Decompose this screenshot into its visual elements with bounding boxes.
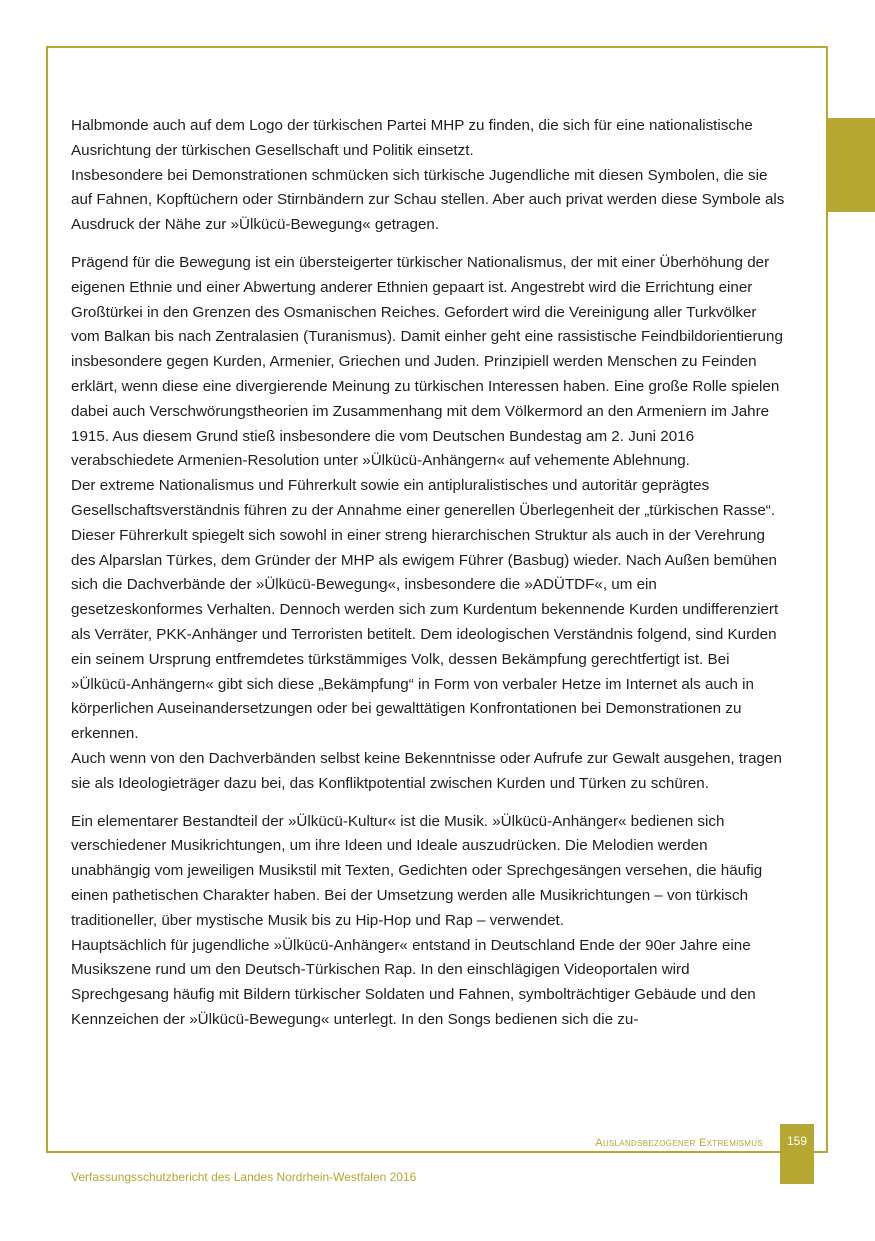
publication-title: Verfassungsschutzbericht des Landes Nordrhein-Westfalen 2016 — [71, 1170, 417, 1184]
page-number: 159 — [786, 1134, 808, 1148]
paragraph-5: Auch wenn von den Dachverbänden selbst keine Bekenntnisse oder Aufrufe zur Gewalt ausgehen, tragen sie als Ideologieträger dazu bei, das Konfliktpotential zwischen Kurden und Türken zu schüren. — [71, 749, 782, 792]
paragraph-3: Prägend für die Bewegung ist ein übersteigerter türkischer Nationalismus, der mit einer Überhöhung der eigenen Ethnie und einer Abwertung anderer Ethnien gepaart ist. Angestrebt wird die Errichtung einer Großtürkei in den Grenzen des Osmanischen Reiches. Gefordert wird die Vereinigung aller Turkvölker vom Balkan bis nach Zentralasien (Turanismus). Damit einher geht eine rassistische Feindbildorientierung insbesondere gegen Kurden, Armenier, Griechen und Juden. Prinzipiell werden Menschen zu Feinden erklärt, wenn diese eine divergierende Meinung zu türkischen Interessen haben. Eine große Rolle spielen dabei auch Verschwörungstheorien im Zusammenhang mit dem Völkermord an den Armeniern im Jahre 1915. Aus diesem Grund stieß insbesondere die vom Deutschen Bundestag am 2. Juni 2016 verabschiedete Armenien-Resolution unter »Ülkücü-Anhängern« auf vehemente Ablehnung. — [71, 253, 783, 470]
paragraph-7: Hauptsächlich für jugendliche »Ülkücü-Anhänger« entstand in Deutschland Ende der 90er Jahre eine Musikszene rund um den Deutsch-Türkischen Rap. In den einschlägigen Videoportalen wird Sprechgesang häufig mit Bildern türkischer Soldaten und Fahnen, symbolträchtiger Gebäude und den Kennzeichen der »Ülkücü-Bewegung« unterlegt. In den Songs bedienen sich die zu- — [71, 936, 756, 1028]
section-label: Auslandsbezogener Extremismus — [595, 1137, 763, 1149]
body-text — [71, 114, 787, 1033]
page-number-box — [780, 1124, 814, 1184]
paragraph-2: Insbesondere bei Demonstrationen schmücken sich türkische Jugendliche mit diesen Symbolen, die sie auf Fahnen, Kopftüchern oder Stirnbändern zur Schau stellen. Aber auch privat werden diese Symbole als Ausdruck der Nähe zur »Ülkücü-Bewegung« getragen. — [71, 166, 785, 234]
chapter-tab-marker — [828, 118, 875, 212]
paragraph-1: Halbmonde auch auf dem Logo der türkischen Partei MHP zu finden, die sich für eine nationalistische Ausrichtung der türkischen Gesellschaft und Politik einsetzt. — [71, 117, 753, 159]
paragraph-6: Ein elementarer Bestandteil der »Ülkücü-Kultur« ist die Musik. »Ülkücü-Anhänger« bedienen sich verschiedener Musikrichtungen, um ihre Ideen und Ideale auszudrücken. Die Melodien werden unabhängig vom jeweiligen Musikstil mit Texten, Gedichten oder Sprechgesängen versehen, die häufig einen pathetischen Charakter haben. Bei der Umsetzung werden alle Musikrichtungen – von türkisch traditioneller, über mystische Musik bis zu Hip-Hop und Rap – verwendet. — [71, 812, 763, 929]
paragraph-4: Der extreme Nationalismus und Führerkult sowie ein antipluralistisches und autoritär geprägtes Gesellschaftsverständnis führen zu der Annahme einer generellen Überlegenheit der „türkischen Rasse“. Dieser Führerkult spiegelt sich sowohl in einer streng hierarchischen Struktur als auch in der Verehrung des Alparslan Türkes, dem Gründer der MHP als ewigem Führer (Basbug) wieder. Nach Außen bemühen sich die Dachverbände der »Ülkücü-Bewegung«, insbesondere die »ADÜTDF«, um ein gesetzeskonformes Verhalten. Dennoch werden sich zum Kurdentum bekennende Kurden undifferenziert als Verräter, PKK-Anhänger und Terroristen betitelt. Dem ideologischen Verständnis folgend, sind Kurden ein seinem Ursprung entfremdetes türkstämmiges Volk, dessen Bekämpfung gerechtfertigt ist. Bei »Ülkücü-Anhängern« gibt sich diese „Bekämpfung“ in Form von verbaler Hetze im Internet als auch in körperlichen Auseinandersetzungen oder bei gewalttätigen Konfrontationen bei Demonstrationen zu erkennen. — [71, 477, 779, 743]
